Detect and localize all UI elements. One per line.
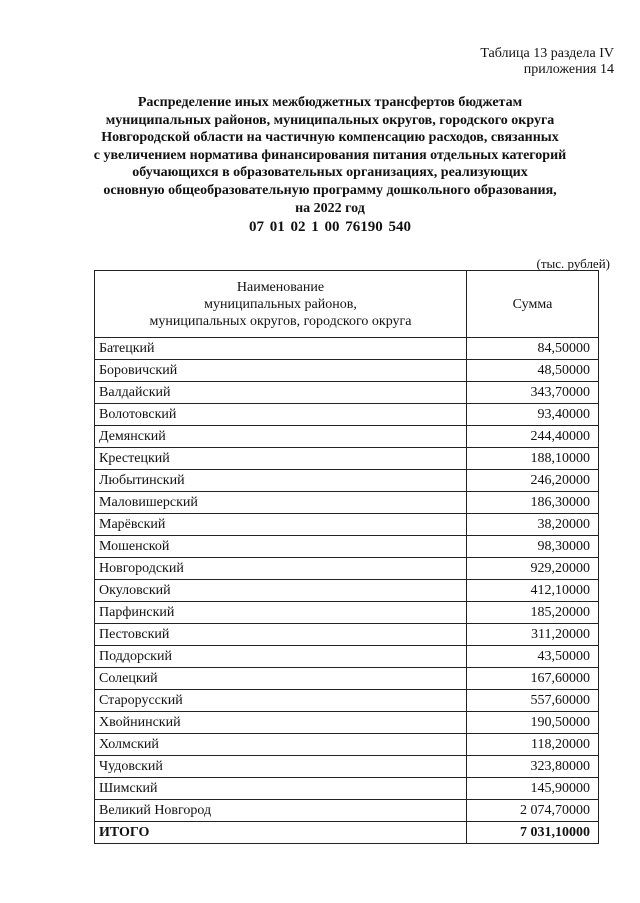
title-line: Распределение иных межбюджетных трансфертов бюджетам xyxy=(137,95,523,110)
table-row xyxy=(95,448,599,470)
total-row xyxy=(95,822,599,844)
table-row xyxy=(95,800,599,822)
table-reference-line: Таблица 13 раздела IV xyxy=(480,46,614,61)
table-row xyxy=(95,756,599,778)
district-sum: 48,50000 xyxy=(467,360,599,382)
district-sum: 38,20000 xyxy=(467,514,599,536)
district-name: Марёвский xyxy=(95,514,467,536)
district-sum: 246,20000 xyxy=(467,470,599,492)
table-row xyxy=(95,668,599,690)
units-label: (тыс. рублей) xyxy=(536,256,610,271)
title-line: муниципальных районов, муниципальных округов, городского округа xyxy=(105,112,555,128)
district-name: Холмский xyxy=(95,734,467,756)
district-name: Окуловский xyxy=(95,580,467,602)
budget-classification-code: 07 01 02 1 00 76190 540 xyxy=(249,219,411,235)
district-name: Поддорский xyxy=(95,646,467,668)
table-row xyxy=(95,778,599,800)
district-name: Валдайский xyxy=(95,382,467,404)
total-label: ИТОГО xyxy=(95,822,467,844)
title-line: на 2022 год xyxy=(295,200,365,216)
table-row xyxy=(95,514,599,536)
title-line: с увеличением норматива финансирования питания отдельных категорий xyxy=(93,147,567,163)
total-sum: 7 031,10000 xyxy=(467,822,599,844)
table-row xyxy=(95,602,599,624)
district-sum: 311,20000 xyxy=(467,624,599,646)
distribution-table xyxy=(94,270,599,844)
column-header-name xyxy=(95,271,467,338)
district-name: Великий Новгород xyxy=(95,800,467,822)
district-name: Крестецкий xyxy=(95,448,467,470)
district-name: Парфинский xyxy=(95,602,467,624)
district-sum: 929,20000 xyxy=(467,558,599,580)
table-row xyxy=(95,404,599,426)
district-name: Любытинский xyxy=(95,470,467,492)
district-name: Мошенской xyxy=(95,536,467,558)
district-sum: 167,60000 xyxy=(467,668,599,690)
district-name: Маловишерский xyxy=(95,492,467,514)
table-row xyxy=(95,580,599,602)
district-name: Солецкий xyxy=(95,668,467,690)
table-row xyxy=(95,690,599,712)
district-sum: 557,60000 xyxy=(467,690,599,712)
header-name-line: муниципальных округов, городского округа xyxy=(149,313,412,329)
district-name: Демянский xyxy=(95,426,467,448)
document-title xyxy=(60,94,600,217)
table-row xyxy=(95,360,599,382)
table-body xyxy=(95,338,599,822)
district-name: Пестовский xyxy=(95,624,467,646)
column-header-sum: Сумма xyxy=(467,271,599,338)
table-reference-note xyxy=(480,46,614,78)
district-name: Волотовский xyxy=(95,404,467,426)
table-row xyxy=(95,492,599,514)
district-sum: 412,10000 xyxy=(467,580,599,602)
table-row xyxy=(95,712,599,734)
table-row xyxy=(95,734,599,756)
district-name: Боровичский xyxy=(95,360,467,382)
table-row xyxy=(95,624,599,646)
title-line: основную общеобразовательную программу дошкольного образования, xyxy=(103,182,557,198)
district-sum: 190,50000 xyxy=(467,712,599,734)
table-row xyxy=(95,470,599,492)
title-line: Новгородской области на частичную компенсацию расходов, связанных xyxy=(101,130,559,146)
district-sum: 145,90000 xyxy=(467,778,599,800)
table-header-row xyxy=(95,271,599,338)
district-sum: 323,80000 xyxy=(467,756,599,778)
district-sum: 118,20000 xyxy=(467,734,599,756)
district-sum: 186,30000 xyxy=(467,492,599,514)
title-line: обучающихся в образовательных организациях, реализующих xyxy=(132,165,528,181)
district-name: Батецкий xyxy=(95,338,467,360)
table-row xyxy=(95,426,599,448)
district-sum: 84,50000 xyxy=(467,338,599,360)
district-name: Чудовский xyxy=(95,756,467,778)
district-sum: 43,50000 xyxy=(467,646,599,668)
district-name: Хвойнинский xyxy=(95,712,467,734)
table-row xyxy=(95,646,599,668)
table-row xyxy=(95,536,599,558)
table-row xyxy=(95,338,599,360)
appendix-reference-line: приложения 14 xyxy=(523,62,614,77)
header-name-line: муниципальных районов, xyxy=(204,296,357,312)
district-sum: 343,70000 xyxy=(467,382,599,404)
district-name: Старорусский xyxy=(95,690,467,712)
district-sum: 93,40000 xyxy=(467,404,599,426)
district-sum: 188,10000 xyxy=(467,448,599,470)
table-row xyxy=(95,558,599,580)
district-sum: 244,40000 xyxy=(467,426,599,448)
district-sum: 2 074,70000 xyxy=(467,800,599,822)
district-name: Новгородский xyxy=(95,558,467,580)
header-name-line: Наименование xyxy=(236,279,325,295)
table-row xyxy=(95,382,599,404)
district-sum: 98,30000 xyxy=(467,536,599,558)
district-name: Шимский xyxy=(95,778,467,800)
district-sum: 185,20000 xyxy=(467,602,599,624)
